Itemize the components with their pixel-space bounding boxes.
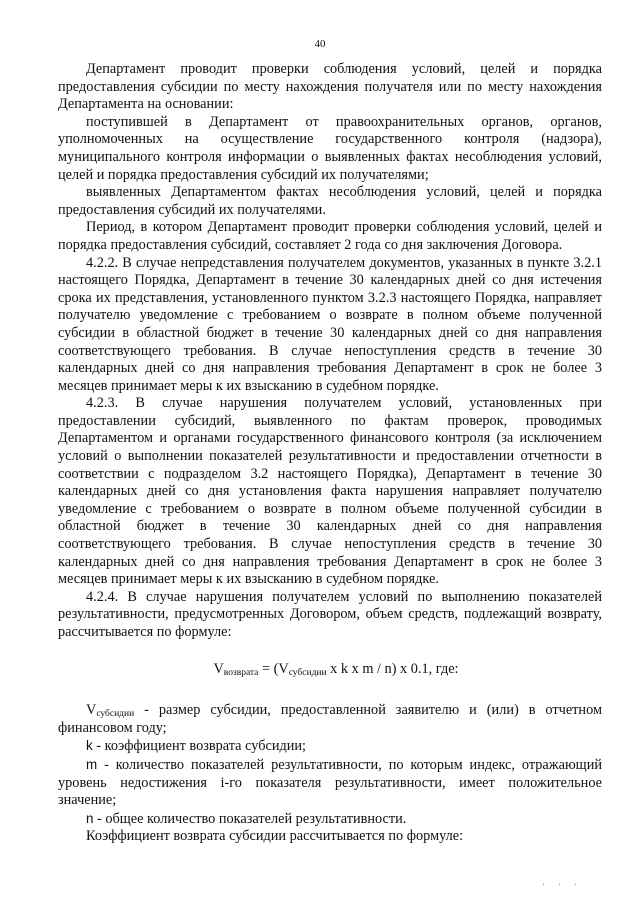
paragraph-coefficient-intro: Коэффициент возврата субсидии рассчитывается по формуле: [86,828,464,845]
page-number: 40 [314,38,326,50]
paragraph-check-period: Период, в котором Департамент проводит проверки соблюдения условий, целей и порядка предоставления субсидий, составляет 2 года со дня заключения Договора. [58,219,602,253]
definition-symbol: n [86,810,94,826]
definition-subscript: субсидии [96,709,135,720]
definition-text: - общее количество показателей результативности. [93,810,407,827]
definition-symbol: m [86,756,98,772]
definition-m [58,756,602,810]
definition-text: - количество показателей результативности, по которым индекс, отражающий уровень недостижения i-го показателя результативности, имеет положительное значение; [58,756,602,809]
definition-symbol: V [86,702,97,719]
definition-text: - размер субсидии, предоставленной заявителю и (или) в отчетном финансовом году; [58,702,602,736]
document-body [58,61,602,846]
paragraph-4-2-4: 4.2.4. В случае нарушения получателем условий по выполнению показателей результативности, предусмотренных Договором, объем средств, подлежащий возврату, рассчитывается по формуле: [58,588,602,640]
scan-marks: ' ' ' [542,882,582,893]
formula-lhs-symbol: V [213,660,224,677]
paragraph-checks-basis-1: поступившей в Департамент от правоохранительных органов, органов, уполномоченных на осуществление государственного контроля (надзора), муниципального контроля информации о выявленных фактах несоблюдения условий, целей и порядка предоставления субсидий их получателями; [58,113,602,183]
formula-rhs: x k x m / n) x 0.1, где: [326,660,459,677]
paragraph-4-2-2: 4.2.2. В случае непредставления получателем документов, указанных в пункте 3.2.1 настоящего Порядка, Департамент в течение 30 календарных дней со дня истечения срока их представления, установленного пунктом 3.2.3 настоящего Порядка, направляет получателю уведомление с требованием о возврате в полном объеме полученной субсидии в областной бюджет в течение 30 календарных дней со дня направления соответствующего требования. В случае непоступления средств в течение 30 календарных дней со дня направления требования Департамент в срок не более 3 месяцев принимает меры к их взысканию в судебном порядке. [58,254,602,394]
definition-v-subsidy [58,702,602,737]
definition-symbol: k [86,738,93,754]
definition-n [58,810,602,829]
paragraph-4-2-3: 4.2.3. В случае нарушения получателем условий, установленных при предоставлении субсидий, выявленного по фактам проверок, проводимых Департаментом и органами государственного финансового контроля (за исключением условий о выполнении показателей результативности и предоставлении отчетности в соответствии с подразделом 3.2 настоящего Порядка), Департамент в течение 30 календарных дней со дня установления факта нарушения направляет получателю уведомление с требованием о возврате в полном объеме полученной субсидии в областной бюджет в течение 30 календарных дней со дня направления соответствующего требования. В случае непоступления средств в течение 30 календарных дней со дня направления требования Департамент в срок не более 3 месяцев принимает меры к их взысканию в судебном порядке. [58,395,602,588]
formula-middle-subscript: субсидии [288,667,327,678]
definition-k [58,737,602,756]
formula-middle: = (V [258,660,289,677]
paragraph-checks-basis-2: выявленных Департаментом фактах несоблюдения условий, целей и порядка предоставления субсидий их получателями. [58,184,602,218]
refund-formula [70,661,602,679]
definition-text: - коэффициент возврата субсидии; [92,738,307,755]
paragraph-checks-intro: Департамент проводит проверки соблюдения условий, целей и порядка предоставления субсидии по месту нахождения получателя или по месту нахождения Департамента на основании: [58,61,602,113]
formula-lhs-subscript: возврата [223,667,259,678]
